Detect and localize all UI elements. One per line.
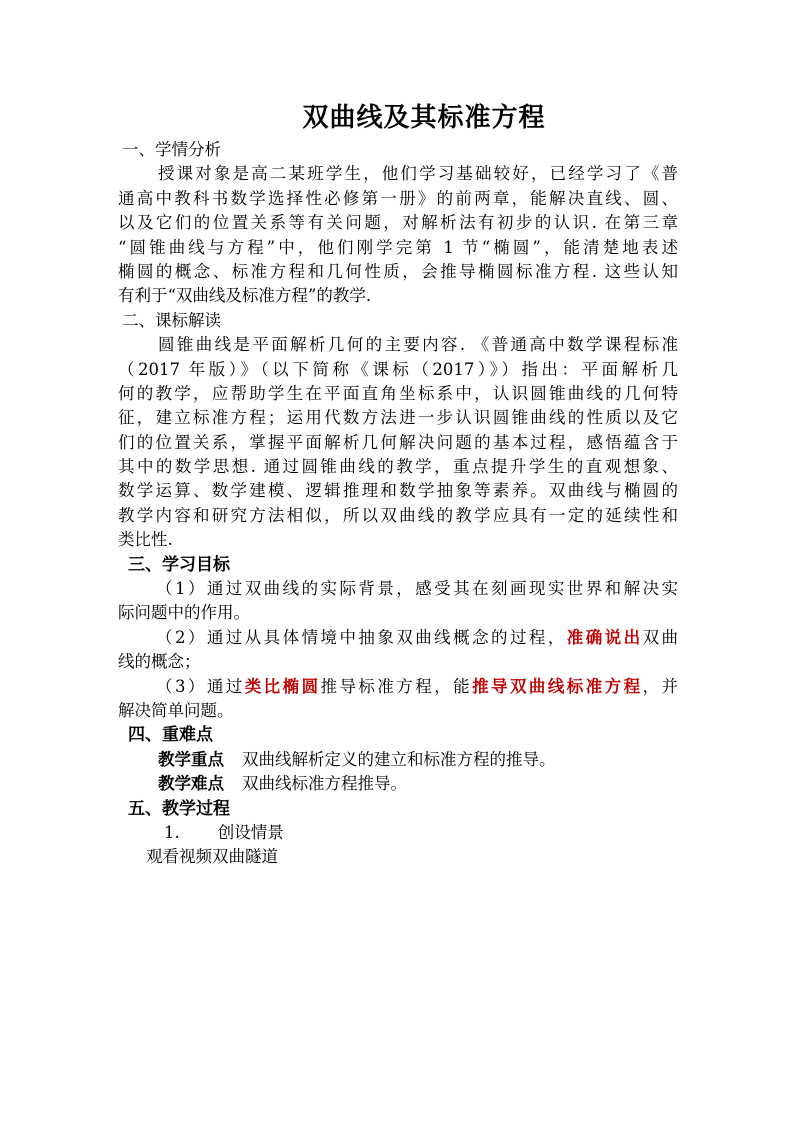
paragraph-line: 数学运算、数学建模、逻辑推理和数学抽象等素养。双曲线与椭圆的 <box>118 481 678 501</box>
paragraph-line: 教学内容和研究方法相似，所以双曲线的教学应具有一定的延续性和 <box>118 505 678 525</box>
paragraph-line: 以及它们的位置关系等有关问题，对解析法有初步的认识. 在第三章 <box>118 213 678 233</box>
paragraph-line: “圆锥曲线与方程”中，他们刚学完第 1 节“椭圆”，能清楚地表述 <box>118 237 678 257</box>
paragraph-line: 授课对象是高二某班学生，他们学习基础较好，已经学习了《普 <box>158 164 678 184</box>
goal-1-line-2: 际问题中的作用。 <box>118 603 250 623</box>
section-heading-standard: 二、课标解读 <box>122 310 221 330</box>
paragraph-line: 椭圆的概念、标准方程和几何性质，会推导椭圆标准方程. 这些认知 <box>118 261 678 281</box>
difficulty-label: 教学难点 <box>158 774 224 794</box>
step-row <box>118 821 678 845</box>
paragraph-line: 何的教学，应帮助学生在平面直角坐标系中，认识圆锥曲线的几何特 <box>118 383 678 403</box>
key-point-text: 双曲线解析定义的建立和标准方程的推导。 <box>242 749 556 769</box>
step-number: 1. <box>164 822 180 842</box>
document-page <box>118 98 678 870</box>
difficulty-text: 双曲线标准方程推导。 <box>242 774 407 794</box>
goal-2-text: 通过从具体情境中抽象双曲线概念的过程， <box>206 627 567 647</box>
paragraph-line: 圆锥曲线是平面解析几何的主要内容. 《普通高中数学课程标准 <box>158 335 678 355</box>
paragraph-line: 有利于“双曲线及标准方程”的教学. <box>118 286 372 306</box>
goal-3-highlight-2: 推导双曲线标准方程 <box>472 676 643 696</box>
goal-3-line-2: 解决简单问题。 <box>118 700 234 720</box>
key-point-label: 教学重点 <box>158 749 224 769</box>
goal-1-line-1 <box>118 577 678 601</box>
section-heading-key-points: 四、重难点 <box>128 725 213 746</box>
goal-3-text-end: ，并 <box>642 676 679 696</box>
doc-title: 双曲线及其标准方程 <box>302 103 546 133</box>
goal-2-highlight: 准确说出 <box>566 627 643 647</box>
goal-2-text-end: 双曲 <box>642 627 679 647</box>
goal-3-highlight-1: 类比椭圆 <box>244 676 321 696</box>
goal-2-line-1 <box>118 626 678 650</box>
goal-1-text: 通过双曲线的实际背景，感受其在刻画现实世界和解决实 <box>206 579 679 599</box>
difficulty-row <box>118 772 678 796</box>
goal-3-line-1 <box>118 675 678 699</box>
goal-3-num: （3） <box>156 676 207 696</box>
step-text: 观看视频双曲隧道 <box>146 847 278 867</box>
section-heading-process: 五、教学过程 <box>128 798 230 819</box>
paragraph-line: 类比性. <box>118 530 173 550</box>
goal-1-num: （1） <box>156 579 207 599</box>
step-title: 创设情景 <box>217 822 284 842</box>
paragraph-line: （2017 年版）》（以下简称《课标（2017）》）指出：平面解析几 <box>118 359 678 379</box>
goal-3-text: 通过 <box>206 676 245 696</box>
section-heading-goals: 三、学习目标 <box>128 554 230 575</box>
paragraph-line: 其中的数学思想. 通过圆锥曲线的教学，重点提升学生的直观想象、 <box>118 457 678 477</box>
goal-2-num: （2） <box>156 627 207 647</box>
paragraph-line: 征，建立标准方程；运用代数方法进一步认识圆锥曲线的性质以及它 <box>118 408 678 428</box>
goal-3-text-mid: 推导标准方程，能 <box>320 676 473 696</box>
section-heading-analysis: 一、学情分析 <box>122 140 221 159</box>
key-point-row <box>118 748 678 772</box>
goal-2-line-2: 线的概念； <box>118 652 201 672</box>
paragraph-line: 们的位置关系，掌握平面解析几何解决问题的基本过程，感悟蕴含于 <box>118 432 678 452</box>
paragraph-line: 通高中教科书数学选择性必修第一册》的前两章，能解决直线、圆、 <box>118 188 678 208</box>
